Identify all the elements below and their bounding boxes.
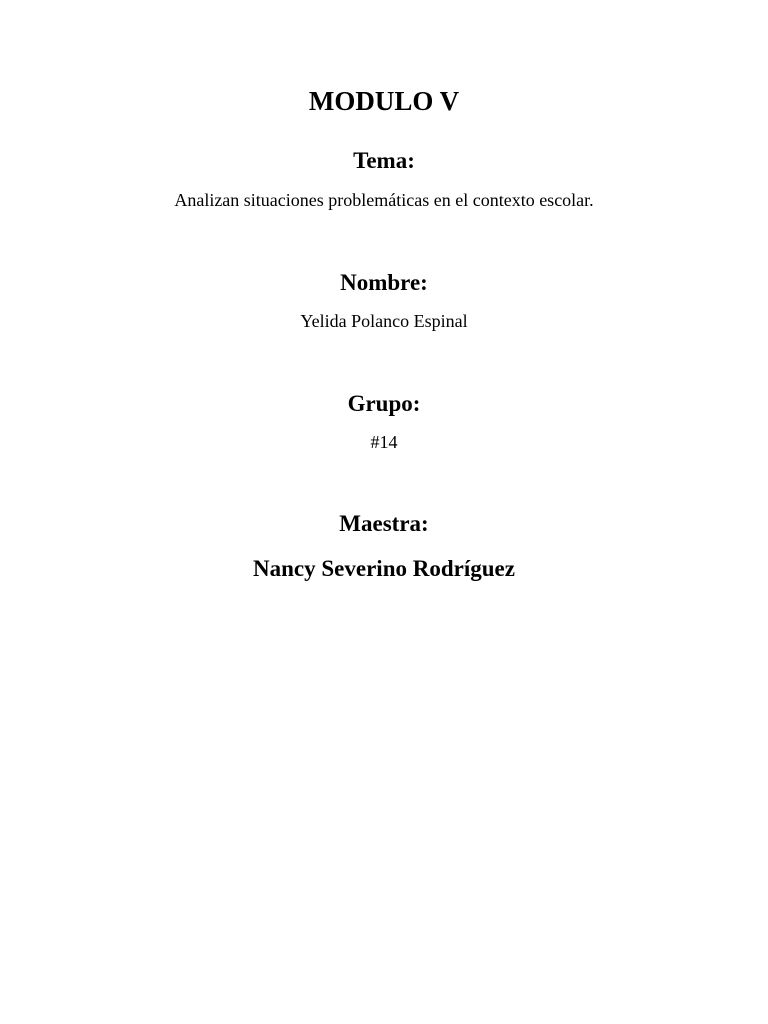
grupo-value: #14 xyxy=(370,432,398,452)
nombre-label: Nombre: xyxy=(340,270,428,295)
tema-label: Tema: xyxy=(353,148,415,173)
tema-value: Analizan situaciones problemáticas en el contexto escolar. xyxy=(174,190,594,210)
grupo-label: Grupo: xyxy=(347,391,421,416)
document-title: MODULO V xyxy=(308,86,460,116)
maestra-value: Nancy Severino Rodríguez xyxy=(253,556,515,581)
maestra-label: Maestra: xyxy=(339,511,429,536)
nombre-value: Yelida Polanco Espinal xyxy=(300,311,468,331)
